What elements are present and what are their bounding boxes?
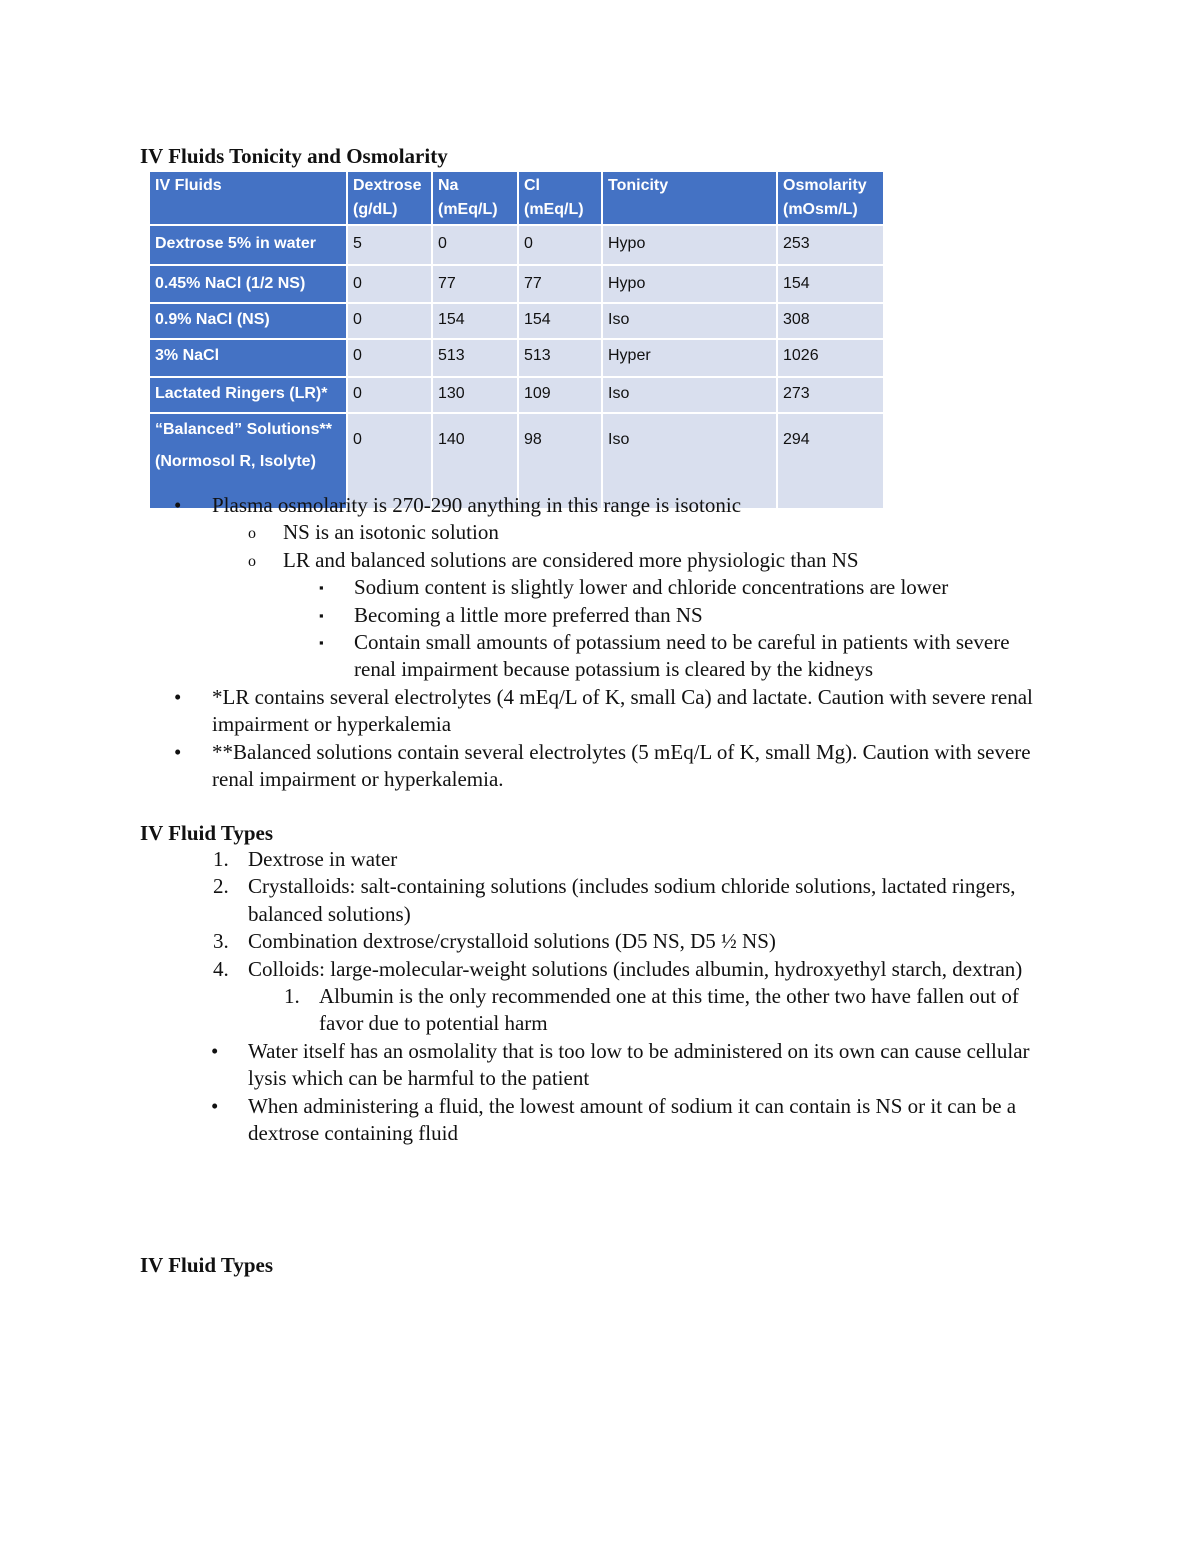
table-row — [149, 265, 884, 303]
circle-marker: o — [248, 552, 256, 570]
cell-dextrose: 5 — [347, 225, 432, 265]
list-item — [141, 846, 1051, 873]
bullet-marker: • — [174, 493, 182, 517]
list-item-text: Contain small amounts of potassium need to be careful in patients with severe renal impairment because potassium is cleared by the kidneys — [354, 630, 1010, 682]
header-text: Dextrose — [353, 177, 422, 194]
cell-osmolarity: 1026 — [777, 339, 884, 377]
row-fluid-name: Lactated Ringers (LR)* — [149, 377, 347, 413]
header-cl — [518, 171, 602, 225]
number-marker: 3. — [213, 929, 229, 954]
list-item — [141, 519, 1051, 546]
fluid-name-main: “Balanced” Solutions** — [155, 421, 332, 438]
cell-osmolarity: 253 — [777, 225, 884, 265]
list-item-text: Becoming a little more preferred than NS — [354, 602, 703, 627]
list-item — [141, 547, 1051, 574]
table-header-row — [149, 171, 884, 225]
list-item — [141, 928, 1051, 955]
fluid-name-sub: (Normosol R, Isolyte) — [155, 453, 316, 470]
cell-cl: 513 — [518, 339, 602, 377]
cell-osmolarity: 154 — [777, 265, 884, 303]
list-item — [141, 739, 1051, 794]
number-marker: 1. — [213, 847, 229, 871]
header-unit: (mEq/L) — [524, 201, 584, 218]
list-item-text: NS is an isotonic solution — [283, 520, 499, 545]
row-fluid-name: 3% NaCl — [149, 339, 347, 377]
list-item — [141, 983, 1051, 1038]
cell-dextrose: 0 — [347, 303, 432, 339]
table-row — [149, 339, 884, 377]
list-item-text: Sodium content is slightly lower and chloride concentrations are lower — [354, 575, 949, 600]
cell-cl: 154 — [518, 303, 602, 339]
table-row — [149, 377, 884, 413]
cell-na: 130 — [432, 377, 518, 413]
table-row — [149, 225, 884, 265]
list-item-text: Dextrose in water — [248, 847, 398, 871]
cell-tonicity: Hypo — [602, 225, 777, 265]
fluid-types-list — [141, 846, 1051, 1147]
circle-marker: o — [248, 525, 256, 543]
cell-na: 513 — [432, 339, 518, 377]
heading-iv-fluid-types: IV Fluid Types — [140, 821, 274, 845]
cell-dextrose: 0 — [347, 339, 432, 377]
heading-iv-fluid-types-2: IV Fluid Types — [140, 1253, 274, 1277]
cell-na: 0 — [432, 225, 518, 265]
cell-na: 77 — [432, 265, 518, 303]
header-na — [432, 171, 518, 225]
square-marker: ▪ — [319, 635, 324, 651]
cell-cl: 0 — [518, 225, 602, 265]
cell-osmolarity: 294 — [777, 413, 884, 509]
number-marker: 2. — [213, 874, 229, 899]
header-tonicity — [602, 171, 777, 225]
square-marker: ▪ — [319, 607, 324, 623]
bullet-marker: • — [174, 684, 182, 709]
cell-tonicity: Iso — [602, 303, 777, 339]
header-unit: (mEq/L) — [438, 201, 498, 218]
header-text: Tonicity — [608, 177, 669, 194]
row-fluid-name: 0.45% NaCl (1/2 NS) — [149, 265, 347, 303]
heading-tonicity-osmolarity: IV Fluids Tonicity and Osmolarity — [140, 144, 448, 168]
list-item — [141, 1093, 1051, 1148]
list-item-text: LR and balanced solutions are considered more physiologic than NS — [283, 547, 859, 572]
cell-na: 154 — [432, 303, 518, 339]
header-iv-fluids — [149, 171, 347, 225]
list-item-text: Combination dextrose/crystalloid solutions (D5 NS, D5 ½ NS) — [248, 929, 776, 954]
table-row — [149, 303, 884, 339]
list-item-text: Albumin is the only recommended one at this time, the other two have fallen out of favor due to potential harm — [319, 984, 1019, 1036]
list-item-text: Crystalloids: salt-containing solutions (includes sodium chloride solutions, lactated ringers, balanced solutions) — [248, 874, 1016, 926]
list-item — [141, 1038, 1051, 1093]
list-item — [141, 684, 1051, 739]
cell-tonicity: Hypo — [602, 265, 777, 303]
list-item — [141, 873, 1051, 928]
header-text: IV Fluids — [155, 177, 222, 194]
list-item-text: Plasma osmolarity is 270-290 anything in this range is isotonic — [212, 493, 742, 517]
cell-osmolarity: 308 — [777, 303, 884, 339]
notes-list — [141, 492, 1051, 793]
list-item — [141, 956, 1051, 983]
bullet-marker: • — [174, 739, 182, 764]
list-item-text: Colloids: large-molecular-weight solutions (includes albumin, hydroxyethyl starch, dextran) — [248, 956, 1023, 981]
list-item-text: *LR contains several electrolytes (4 mEq/L of K, small Ca) and lactate. Caution with severe renal impairment or hyperkalemia — [212, 684, 1033, 737]
header-dextrose — [347, 171, 432, 225]
list-item-text: **Balanced solutions contain several electrolytes (5 mEq/L of K, small Mg). Caution with severe renal impairment or hyperkalemia. — [212, 739, 1031, 792]
cell-tonicity: Hyper — [602, 339, 777, 377]
cell-osmolarity: 273 — [777, 377, 884, 413]
header-text: Osmolarity — [783, 177, 867, 194]
header-text: Na — [438, 177, 459, 194]
cell-cl: 77 — [518, 265, 602, 303]
bullet-marker: • — [211, 1093, 219, 1118]
cell-na: 140 — [432, 413, 518, 509]
list-item — [141, 629, 1051, 684]
cell-cl: 98 — [518, 413, 602, 509]
list-item — [141, 602, 1051, 629]
row-fluid-name: Dextrose 5% in water — [149, 225, 347, 265]
header-unit: (g/dL) — [353, 201, 398, 218]
cell-tonicity: Iso — [602, 413, 777, 509]
list-item-text: Water itself has an osmolality that is too low to be administered on its own can cause cellular lysis which can be harmful to the patient — [248, 1038, 1030, 1091]
iv-fluids-table — [148, 170, 885, 510]
cell-tonicity: Iso — [602, 377, 777, 413]
cell-dextrose: 0 — [347, 377, 432, 413]
header-text: Cl — [524, 177, 540, 194]
header-osmolarity — [777, 171, 884, 225]
cell-cl: 109 — [518, 377, 602, 413]
cell-dextrose: 0 — [347, 265, 432, 303]
number-marker: 4. — [213, 956, 229, 981]
row-fluid-name: 0.9% NaCl (NS) — [149, 303, 347, 339]
cell-dextrose: 0 — [347, 413, 432, 509]
list-item — [141, 492, 1051, 519]
header-unit: (mOsm/L) — [783, 201, 858, 218]
number-marker: 1. — [284, 984, 300, 1009]
list-item — [141, 574, 1051, 601]
list-item-text: When administering a fluid, the lowest amount of sodium it can contain is NS or it can be a dextrose containing fluid — [248, 1093, 1017, 1146]
square-marker: ▪ — [319, 580, 324, 596]
bullet-marker: • — [211, 1038, 219, 1063]
